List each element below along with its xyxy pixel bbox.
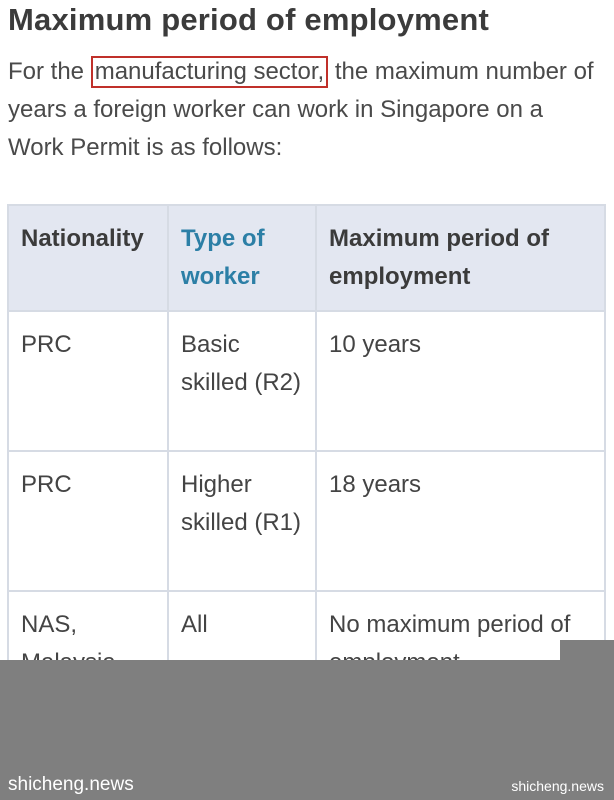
table-row bbox=[8, 311, 605, 451]
watermark-right: shicheng.news bbox=[511, 778, 604, 794]
gray-overlay-corner bbox=[560, 640, 614, 660]
column-header-nationality: Nationality bbox=[8, 205, 168, 311]
column-header-type-of-worker: Type of worker bbox=[168, 205, 316, 311]
intro-paragraph bbox=[8, 53, 598, 167]
page-title: Maximum period of employment bbox=[8, 2, 489, 37]
nationality-cell: NAS, bbox=[8, 591, 168, 731]
worker-type-cell: All bbox=[168, 591, 316, 731]
intro-text-after: the maximum number of years a foreign worker can work in Singapore on a Work Permit is as follows: bbox=[8, 58, 594, 161]
worker-type-cell: Higher skilled (R1) bbox=[168, 451, 316, 591]
table-header-row bbox=[8, 205, 605, 311]
watermark-left: shicheng.news bbox=[8, 774, 134, 795]
nationality-cell: PRC bbox=[8, 311, 168, 451]
max-period-cell: 18 years bbox=[316, 451, 605, 591]
highlighted-sector: manufacturing sector, bbox=[91, 56, 328, 88]
column-header-maximum-period: Maximum period of employment bbox=[316, 205, 605, 311]
intro-text-before: For the bbox=[8, 58, 85, 85]
employment-table bbox=[7, 204, 606, 732]
worker-type-cell: Basic skilled (R2) bbox=[168, 311, 316, 451]
table-row bbox=[8, 451, 605, 591]
max-period-cell: 10 years bbox=[316, 311, 605, 451]
nationality-cell: PRC bbox=[8, 451, 168, 591]
max-period-cell: No maximum period of bbox=[316, 591, 605, 731]
